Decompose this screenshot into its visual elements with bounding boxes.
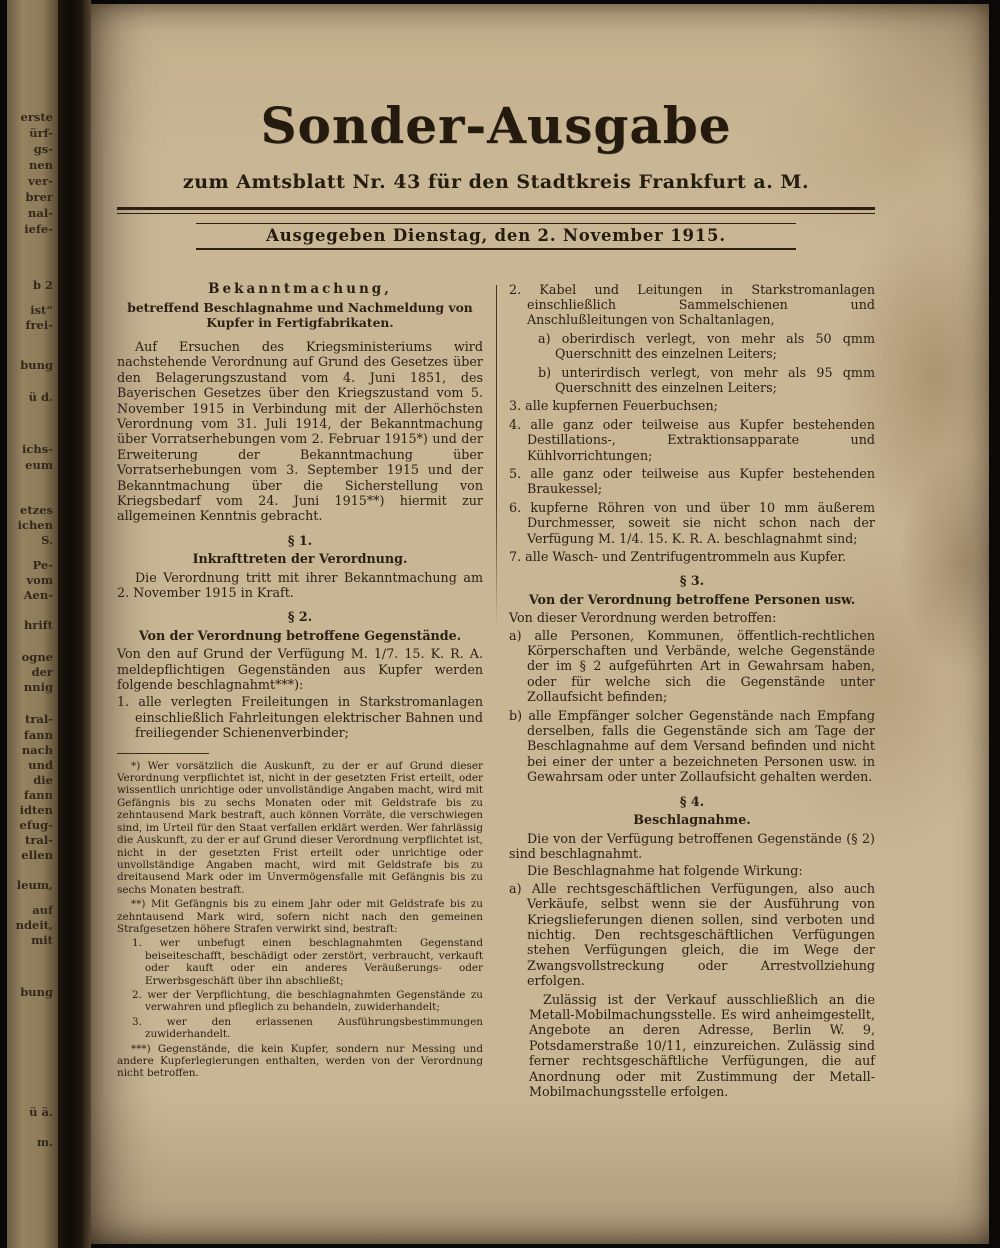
page-edge-text-fragment: mit (31, 933, 53, 947)
list-item: 7. alle Wasch- und Zentrifugentrommeln aus Kupfer. (509, 549, 847, 564)
page-edge-text-fragment: nal- (28, 206, 53, 220)
section-mark: § 2. (287, 609, 313, 625)
masthead-rule-heavy (117, 207, 875, 210)
article-body (117, 282, 875, 1102)
column-divider (496, 285, 497, 630)
page-edge-text-fragment: tral- (25, 833, 53, 847)
list-item: 2. Kabel und Leitungen in Starkstromanlagen einschließlich Sammelschienen und Anschlußleitungen von Schaltanlagen, (509, 281, 875, 328)
page-edge-text-fragment: auf (32, 903, 53, 917)
paragraph: Auf Ersuchen des Kriegsministeriums wird nachstehende Verordnung auf Grund des Gesetzes über den Belagerungszustand vom 4. Juni 1851, des Bayerischen Gesetzes über den Kriegszustand vom 5. November 1915 in Verbindung mit der Allerhöchsten Verordnung vom 31. Juli 1914, der Bekanntmachung über Vorratserhebungen vom 2. Februar 1915*) und der Erweiterung der Bekanntmachung über Vorratserhebungen vom 3. September 1915 und der Bekanntmachung über die Sicherstellung von Kriegsbedarf vom 24. Juni 1915**) hiermit zur allgemeinen Kenntnis gebracht. (117, 338, 483, 524)
list-item: 6. kupferne Röhren von und über 10 mm äußerem Durchmesser, soweit sie nicht schon nach der Verfügung M. 1/4. 15. K. R. A. beschlagnahmt sind; (509, 499, 875, 546)
section-mark: § 3. (679, 573, 705, 589)
page-edge-text-fragment: fann (23, 788, 53, 802)
page-edge-text-fragment: vom (26, 573, 53, 587)
page-edge-text-fragment: iefe- (24, 222, 53, 236)
list-item: a) Alle rechtsgeschäftlichen Verfügungen, also auch Verkäufe, selbst wenn sie der Ausführung von Kriegslieferungen dienen sollen, sind verboten und nichtig. Den rechtsgeschäftlichen Verfügungen stehen Verfügungen gleich, die im Wege der Zwangsvollstreckung oder Arrestvollziehung erfolgen. (509, 880, 875, 989)
gazette-page (91, 4, 989, 1244)
page-edge-text-fragment: m. (36, 1135, 53, 1149)
page-edge-text-fragment: der (31, 665, 53, 679)
paragraph: Zulässig ist der Verkauf ausschließlich an die Metall-Mobilmachungsstelle. Es wird anheimgestellt, Angebote an deren Adresse, Berlin W. 9, Potsdamerstraße 10/11, einzureichen. Zulässig sind ferner rechtsgeschäftliche Verfügungen, die auf Anordnung oder mit Zustimmung der Metall-Mobilmachungsstelle erfolgen. (529, 991, 875, 1099)
page-edge-text-fragment: ndeit, (15, 918, 53, 932)
page-edge-text-fragment: etzes (20, 503, 53, 517)
paragraph: Die von der Verfügung betroffenen Gegenstände (§ 2) sind beschlagnahmt. (509, 830, 875, 861)
column-left (117, 282, 483, 1082)
list-item: b) alle Empfänger solcher Gegenstände nach Empfang derselben, falls die Gegenstände sich am Tage der Beschlagnahme auf dem Versand befinden und nicht bei einer der unter a bezeichneten Personen usw. in Gewahrsam oder unter Zollaufsicht gehalten werden. (509, 707, 875, 785)
page-title: Sonder-Ausgabe (260, 96, 732, 155)
page-edge-text-fragment: ü ä. (29, 1105, 53, 1119)
page-edge-text-fragment: brer (25, 190, 53, 204)
page-edge-text-fragment: ürf- (29, 126, 53, 140)
list-item: 3. alle kupfernen Feuerbuchsen; (509, 398, 718, 414)
page-edge-text-fragment: frei- (25, 318, 53, 332)
page-edge-text-fragment: die (33, 773, 53, 787)
dateline-box (196, 223, 796, 250)
page-edge-text-fragment: bung (20, 985, 53, 999)
adjacent-page-edge (7, 0, 58, 1248)
footnote-list-item: 3. wer den erlassenen Ausführungsbestimmungen zuwiderhandelt. (132, 1015, 483, 1041)
dateline: Ausgegeben Dienstag, den 2. November 1915. (266, 225, 726, 245)
footnote: **) Mit Gefängnis bis zu einem Jahr oder mit Geldstrafe bis zu zehntausend Mark wird, sofern nicht nach den gemeinen Strafgesetzen höhere Strafen verwirkt sind, bestraft: (117, 898, 483, 935)
page-edge-text-fragment: ü d. (28, 390, 53, 404)
section-title: Inkrafttreten der Verordnung. (192, 551, 408, 567)
page-edge-text-fragment: idten (19, 803, 53, 817)
page-edge-text-fragment: Aen- (23, 588, 53, 602)
section-mark: § 4. (679, 793, 705, 809)
list-item: 1. alle verlegten Freileitungen in Starkstromanlagen einschließlich Fahrleitungen elektrischer Bahnen und freiliegender Schienenverbinder; (117, 694, 483, 741)
page-edge-text-fragment: ver- (28, 174, 53, 188)
footnote-list-item: 2. wer der Verpflichtung, die beschlagnahmten Gegenstände zu verwahren und pfleglich zu behandeln, zuwiderhandelt; (132, 988, 483, 1014)
list-item: 4. alle ganz oder teilweise aus Kupfer bestehenden Destillations-, Extraktionsapparate und Kühlvorrichtungen; (509, 416, 875, 463)
column-right (509, 282, 875, 1102)
page-edge-text-fragment: erste (20, 110, 53, 124)
section-title: Von der Verordnung betroffene Personen usw. (528, 591, 856, 607)
page-edge-text-fragment: ogne (21, 650, 53, 664)
masthead-subtitle: zum Amtsblatt Nr. 43 für den Stadtkreis Frankfurt a. M. (182, 170, 810, 193)
paragraph: Die Beschlagnahme hat folgende Wirkung: (527, 863, 803, 879)
masthead (117, 96, 875, 250)
page-edge-text-fragment: nach (21, 743, 53, 757)
page-edge-text-fragment: bung (20, 358, 53, 372)
footnote: ***) Gegenstände, die kein Kupfer, sondern nur Messing und andere Kupferlegierungen enthalten, werden von der Verordnung nicht betroffen. (117, 1042, 483, 1080)
page-edge-text-fragment: ellen (21, 848, 53, 862)
paragraph: Von dieser Verordnung werden betroffen: (509, 610, 777, 626)
footnote: *) Wer vorsätzlich die Auskunft, zu der er auf Grund dieser Verordnung verpflichtet ist, nicht in der gesetzten Frist erteilt, oder wissentlich unrichtige oder unvollständige Angaben macht, wird mit Gefängnis bis zu sechs Monaten oder mit Geldstrafe bis zu zehntausend Mark bestraft, auch können Vorräte, die verschwiegen sind, im Urteil für den Staat verfallen erklärt werden. Wer fahrlässig die Auskunft, zu der er auf Grund dieser Verordnung verpflichtet ist, nicht in der gesetzten Frist erteilt oder unrichtige oder unvollständige Angaben macht, wird mit Geldstrafe bis zu dreitausend Mark oder im Unvermögensfalle mit Gefängnis bis zu sechs Monaten bestraft. (117, 759, 483, 896)
page-content (117, 4, 875, 1101)
section-title: Von der Verordnung betroffene Gegenstände. (138, 627, 462, 643)
notice-heading: Bekanntmachung, (208, 280, 392, 297)
list-subitem: b) unterirdisch verlegt, von mehr als 95 qmm Querschnitt des einzelnen Leiters; (538, 364, 875, 395)
page-edge-text-fragment: und (28, 758, 53, 772)
paragraph: Die Verordnung tritt mit ihrer Bekanntmachung am 2. November 1915 in Kraft. (117, 569, 483, 600)
notice-subheading: betreffend Beschlagnahme und Nachmeldung von Kupfer in Fertigfabrikaten. (127, 299, 473, 330)
footnote-list-item: 1. wer unbefugt einen beschlagnahmten Gegenstand beiseiteschafft, beschädigt oder zerstört, verbraucht, verkauft oder kauft oder ein anderes Veräußerungs- oder Erwerbsgeschäft über ihn abschließt; (132, 937, 483, 987)
page-edge-text-fragment: efug- (19, 818, 53, 832)
page-edge-text-fragment: tral- (25, 712, 53, 726)
page-edge-text-fragment: hrift (23, 618, 53, 632)
page-edge-text-fragment: nen (28, 158, 53, 172)
page-edge-text-fragment: b 2 (32, 278, 53, 292)
dateline-rule-bottom (196, 248, 796, 250)
page-edge-text-fragment: ichen (17, 518, 53, 532)
page-edge-text-fragment: gs- (33, 142, 53, 156)
page-edge-text-fragment: Pe- (32, 558, 53, 572)
page-edge-text-fragment: ist“ (30, 303, 53, 317)
list-subitem: a) oberirdisch verlegt, von mehr als 50 qmm Querschnitt des einzelnen Leiters; (538, 330, 875, 362)
list-item: 5. alle ganz oder teilweise aus Kupfer bestehenden Braukessel; (509, 465, 875, 497)
section-title: Beschlagnahme. (633, 812, 751, 828)
section-mark: § 1. (287, 532, 313, 548)
page-edge-text-fragment: fann (23, 728, 53, 742)
page-edge-text-fragment: ichs- (22, 442, 53, 456)
page-edge-text-fragment: nnig (23, 680, 53, 694)
masthead-rule-light (117, 213, 875, 214)
footnote-divider (117, 753, 209, 754)
page-edge-text-fragment: leum, (16, 878, 53, 892)
paragraph: Von den auf Grund der Verfügung M. 1/7. 15. K. R. A. meldepflichtigen Gegenständen aus Kupfer werden folgende beschlagnahmt***): (117, 646, 483, 693)
binding-gutter (58, 0, 91, 1248)
page-edge-text-fragment: S. (41, 533, 53, 547)
list-item: a) alle Personen, Kommunen, öffentlich-rechtlichen Körperschaften und Verbände, welche Gegenstände der im § 2 aufgeführten Art in Gewahrsam haben, oder für welche sich die Gegenstände unter Zollaufsicht befinden; (509, 627, 875, 705)
page-edge-text-fragment: eum (25, 458, 53, 472)
